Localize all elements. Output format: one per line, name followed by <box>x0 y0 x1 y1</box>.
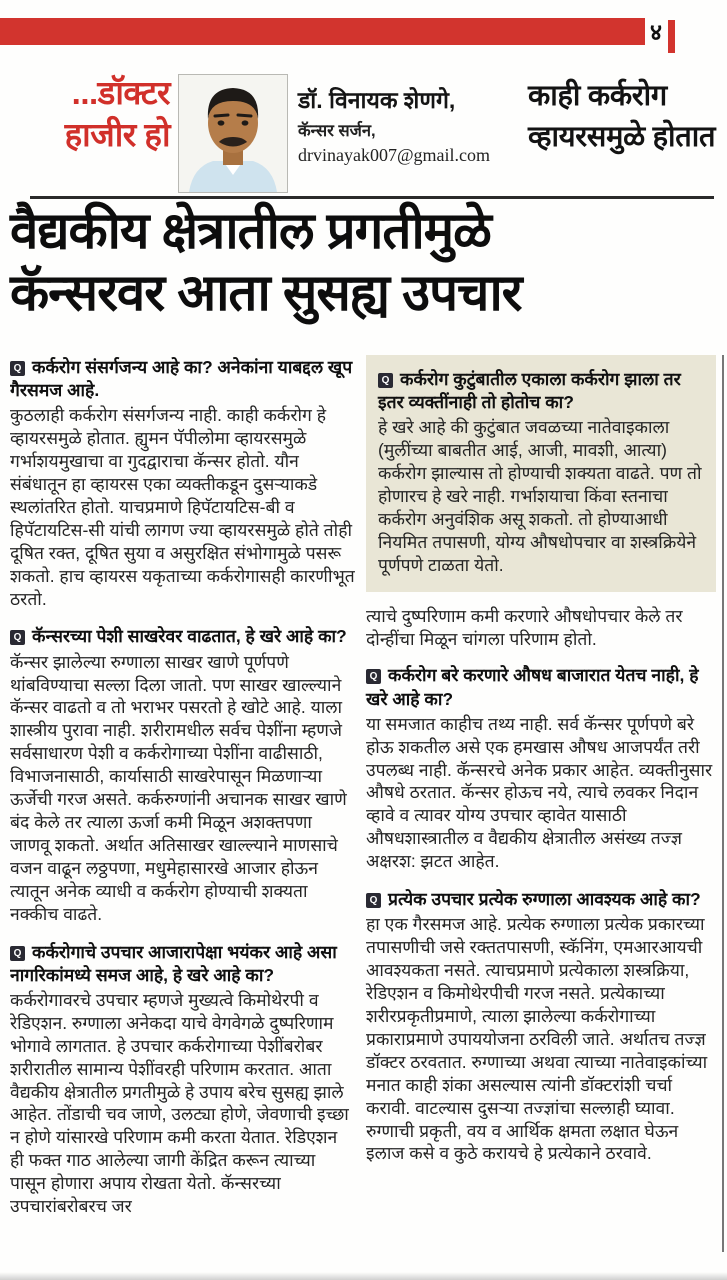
question-text: कर्करोग संसर्गजन्य आहे का? अनेकांना याबद्दल खूप गैरसमज आहे. <box>10 357 353 401</box>
scan-edge-line <box>722 355 724 1252</box>
qa-section <box>366 664 716 873</box>
highlight-box <box>366 355 716 592</box>
main-headline <box>10 200 716 324</box>
answer: कॅन्सर झालेल्या रुग्णाला साखर खाणे पूर्णपणे थांबविण्याचा सल्ला दिला जातो. पण साखर खाल्ल्याने कॅन्सर वाढतो व तो भराभर पसरतो हे खोटे आहे. याला शास्त्रीय पुरावा नाही. शरीरामधील सर्वच पेशींना म्हणजे सर्वसाधारण पेशी व कर्करोगाच्या पेशींना वाढीसाठी, विभाजनासाठी, कार्यासाठी साखरेपासून मिळणाऱ्या ऊर्जेची गरज असते. कर्करुग्णांनी अचानक साखर खाणे बंद केले तर त्याला ऊर्जा कमी मिळून अशक्तपणा जाणवू शकतो. अर्थात अतिसाखर खाल्ल्याने माणसाचे वजन वाढून लठ्ठपणा, मधुमेहासारखे आजार होऊन त्यातून अनेक व्याधी व कर्करोग होण्याची शक्यता नक्कीच वाढते. <box>10 651 347 924</box>
article-body <box>10 352 716 1280</box>
question-text: प्रत्येक उपचार प्रत्येक रुग्णाला आवश्यक आहे का? <box>388 889 701 910</box>
series-title: ...डॉक्टर हाजीर हो <box>64 74 170 154</box>
doctor-photo <box>178 74 288 193</box>
question <box>378 368 704 414</box>
author-name: डॉ. विनायक शेणगे, <box>298 87 456 113</box>
qa-section <box>10 625 355 925</box>
q-icon: Q <box>378 373 393 388</box>
answer: या समजात काहीच तथ्य नाही. सर्व कॅन्सर पूर्णपणे बरे होऊ शकतील असे एक हमखास औषध आजपर्यंत तरी उपलब्ध नाही. कॅन्सरचे अनेक प्रकार आहेत. व्यक्तीनुसार औषधे ठरतात. कॅन्सर होऊच नये, त्याचे लवकर निदान व्हावे व त्यावर योग्य उपचार व्हावेत यासाठी औषधशास्त्रातील व वैद्यकीय क्षेत्रातील असंख्य तज्ज्ञ अक्षरश: झटत आहेत. <box>366 713 713 872</box>
answer: कर्करोगावरचे उपचार म्हणजे मुख्यत्वे किमोथेरपी व रेडिएशन. रुग्णाला अनेकदा याचे वेगवेगळे दुष्परिणाम भोगावे लागतात. हे उपचार कर्करोगाच्या पेशींबरोबर शरीरातील सामान्य पेशींवरही परिणाम करतात. आता वैद्यकीय क्षेत्रातील प्रगतीमुळे हे उपाय बरेच सुसह्य झाले आहेत. तोंडाची चव जाणे, उलट्या होणे, जेवणाची इच्छा न होणे यांसारखे परिणाम कमी करता येतात. रेडिएशन ही फक्त गाठ आलेल्या जागी केंद्रित करून त्याच्या पासून होणारा अपाय रोखता येतो. कॅन्सरच्या उपचारांबरोबरच जर <box>10 989 349 1217</box>
continuation-paragraph: त्याचे दुष्परिणाम कमी करणारे औषधोपचार केले तर दोन्हींचा मिळून चांगला परिणाम होतो. <box>366 605 683 649</box>
top-red-bar <box>0 18 645 45</box>
header-divider <box>30 196 714 199</box>
doctor-portrait-icon <box>179 75 287 192</box>
question <box>10 941 355 987</box>
question <box>366 664 716 710</box>
q-icon: Q <box>366 669 381 684</box>
scan-bottom-shade <box>0 1272 727 1280</box>
answer: कुठलाही कर्करोग संसर्गजन्य नाही. काही कर्करोग हे व्हायरसमुळे होतात. ह्युमन पॅपीलोमा व्हायरसमुळे गर्भाशयमुखाचा वा गुदद्वाराचा कॅन्सर होतो. यौन संबंधातून हा व्हायरस एका व्यक्तीकडून दुसऱ्याकडे स्थलांतरित होतो. याचप्रमाणे हिपॅटायटिस-बी व हिपॅटायटिस-सी यांची लागण ज्या व्हायरसमुळे होते तोही दूषित रक्त, दूषित सुया व असुरक्षित संभोगामुळे पसरू शकतो. हाच व्हायरस यकृताच्या कर्करोगासही कारणीभूत ठरतो. <box>10 405 355 609</box>
q-icon: Q <box>10 946 25 961</box>
qa-section <box>10 941 355 1218</box>
author-title: कॅन्सर सर्जन, <box>298 121 376 140</box>
qa-section <box>10 356 355 610</box>
question <box>10 356 355 402</box>
qa-section <box>378 368 704 577</box>
byline <box>298 86 528 166</box>
answer: हा एक गैरसमज आहे. प्रत्येक रुग्णाला प्रत्येक प्रकारच्या तपासणीची जसे रक्ततपासणी, स्कॅनिंग, एमआरआयची आवश्यकता नसते. त्याचप्रमाणे प्रत्येकाला शस्त्रक्रिया, रेडिएशन व किमोथेरपीची गरज नसते. प्रत्येकाच्या शरीरप्रकृतीप्रमाणे, त्याला झालेल्या कर्करोगाच्या प्रकाराप्रमाणे उपाययोजना ठरविली जाते. अर्थातच तज्ज्ञ डॉक्टर ठरवतात. रुग्णाच्या अथवा त्याच्या नातेवाइकांच्या मनात काही शंका असल्यास त्यांनी डॉक्टरांशी चर्चा करावी. वाटल्यास दुसऱ्या तज्ज्ञांचा सल्लाही घ्यावा. रुग्णाची प्रकृती, वय व आर्थिक क्षमता लक्षात घेऊन इलाज कसे व कुठे करायचे हे प्रत्येकाने ठरवावे. <box>366 914 708 1164</box>
page-number: ४ <box>650 19 662 45</box>
article-column-left <box>10 352 355 1280</box>
answer: हे खरे आहे की कुटुंबात जवळच्या नातेवाइकाला (मुलींच्या बाबतीत आई, आजी, मावशी, आत्या) कर्करोग झाल्यास तो होण्याची शक्यता वाढते. पण तो होणारच हे खरे नाही. गर्भाशयाचा किंवा स्तनाचा कर्करोग अनुवंशिक असू शकतो. तो होण्याआधी नियमित तपासणी, योग्य औषधोपचार वा शस्त्रक्रियेने पूर्णपणे टाळता येतो. <box>378 417 702 575</box>
qa-section <box>366 888 716 1165</box>
kicker-headline: काही कर्करोग व्हायरसमुळे होतात <box>528 80 716 154</box>
headline-line-2: कॅन्सरवर आता सुसह्य उपचार <box>10 264 522 322</box>
question <box>366 888 716 911</box>
top-red-tick <box>668 20 675 53</box>
question-text: कर्करोग बरे करणारे औषध बाजारात येतच नाही, हे खरे आहे का? <box>366 665 699 709</box>
question-text: कर्करोग कुटुंबातील एकाला कर्करोग झाला तर इतर व्यक्तींनाही तो होतोच का? <box>378 369 681 413</box>
author-email: drvinayak007@gmail.com <box>298 144 491 165</box>
q-icon: Q <box>10 361 25 376</box>
question-text: कर्करोगाचे उपचार आजारापेक्षा भयंकर आहे असा नागरिकांमध्ये समज आहे, हे खरे आहे का? <box>10 941 337 985</box>
q-icon: Q <box>366 893 381 908</box>
headline-line-1: वैद्यकीय क्षेत्रातील प्रगतीमुळे <box>10 202 491 259</box>
q-icon: Q <box>10 630 25 645</box>
question <box>10 625 355 648</box>
question-text: कॅन्सरच्या पेशी साखरेवर वाढतात, हे खरे आहे का? <box>32 626 347 647</box>
article-column-right <box>366 352 716 1280</box>
